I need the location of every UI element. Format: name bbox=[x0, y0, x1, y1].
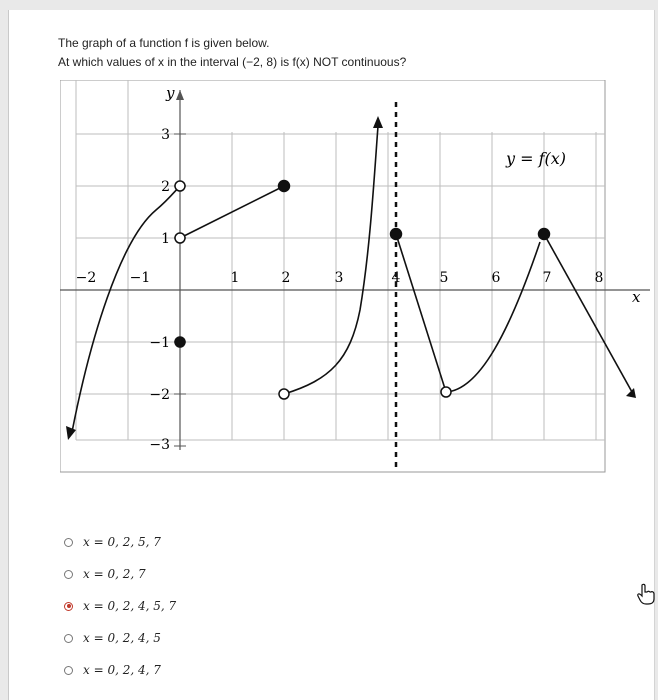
curve-5-to-7 bbox=[446, 242, 540, 392]
x-tick-label: 1 bbox=[230, 270, 240, 286]
y-axis-label: y bbox=[166, 84, 175, 102]
question-line-1: The graph of a function f is given below. bbox=[58, 36, 270, 50]
radio-button[interactable] bbox=[64, 666, 73, 675]
graph-svg bbox=[60, 80, 656, 475]
closed-point bbox=[539, 229, 550, 240]
y-tick-label: 1 bbox=[161, 231, 170, 247]
option-label: x = 0, 2, 5, 7 bbox=[83, 535, 161, 549]
x-tick-label: −1 bbox=[129, 270, 151, 286]
x-tick-label: 4 bbox=[391, 270, 401, 286]
answer-option-3[interactable] bbox=[64, 599, 176, 613]
arrowhead-up bbox=[373, 116, 383, 128]
curve-rising-to-asymptote bbox=[281, 126, 378, 394]
open-point bbox=[279, 389, 289, 399]
y-tick-label: −3 bbox=[149, 437, 170, 453]
hand-cursor-icon bbox=[636, 583, 656, 605]
x-tick-label: −2 bbox=[75, 270, 97, 286]
answer-option-5[interactable] bbox=[64, 663, 161, 677]
y-tick-label: −1 bbox=[149, 335, 170, 351]
y-tick-label: 3 bbox=[161, 127, 170, 143]
closed-point bbox=[175, 337, 185, 347]
closed-point bbox=[391, 229, 402, 240]
x-tick-label: 2 bbox=[281, 270, 291, 286]
question-line-2: At which values of x in the interval (−2, 8) is f(x) NOT continuous? bbox=[58, 55, 407, 69]
open-point bbox=[175, 233, 185, 243]
y-axis-arrow bbox=[176, 90, 184, 100]
radio-button-selected[interactable] bbox=[64, 602, 73, 611]
x-tick-label: 6 bbox=[491, 270, 501, 286]
open-point bbox=[441, 387, 451, 397]
option-label: x = 0, 2, 4, 5 bbox=[83, 631, 161, 645]
radio-button[interactable] bbox=[64, 538, 73, 547]
grid-lines bbox=[76, 80, 605, 440]
x-tick-label: 3 bbox=[334, 270, 344, 286]
arrowhead-left bbox=[66, 426, 76, 440]
answer-option-2[interactable] bbox=[64, 567, 146, 581]
x-tick-label: 8 bbox=[594, 270, 604, 286]
radio-button[interactable] bbox=[64, 634, 73, 643]
radio-button[interactable] bbox=[64, 570, 73, 579]
option-label: x = 0, 2, 4, 7 bbox=[83, 663, 161, 677]
y-tick-label: 2 bbox=[161, 179, 170, 195]
y-tick-label: −2 bbox=[149, 387, 170, 403]
x-tick-label: 7 bbox=[542, 270, 552, 286]
option-label: x = 0, 2, 7 bbox=[83, 567, 146, 581]
answer-option-1[interactable] bbox=[64, 535, 161, 549]
x-tick-label: 5 bbox=[439, 270, 449, 286]
segment-7-to-end bbox=[544, 234, 632, 392]
open-point bbox=[175, 181, 185, 191]
segment-4-to-5 bbox=[396, 234, 446, 392]
option-label: x = 0, 2, 4, 5, 7 bbox=[83, 599, 177, 613]
function-graph bbox=[60, 80, 656, 475]
function-label: y = f(x) bbox=[506, 149, 567, 168]
answer-option-4[interactable] bbox=[64, 631, 161, 645]
closed-point bbox=[279, 181, 290, 192]
x-axis-label: x bbox=[632, 288, 641, 306]
